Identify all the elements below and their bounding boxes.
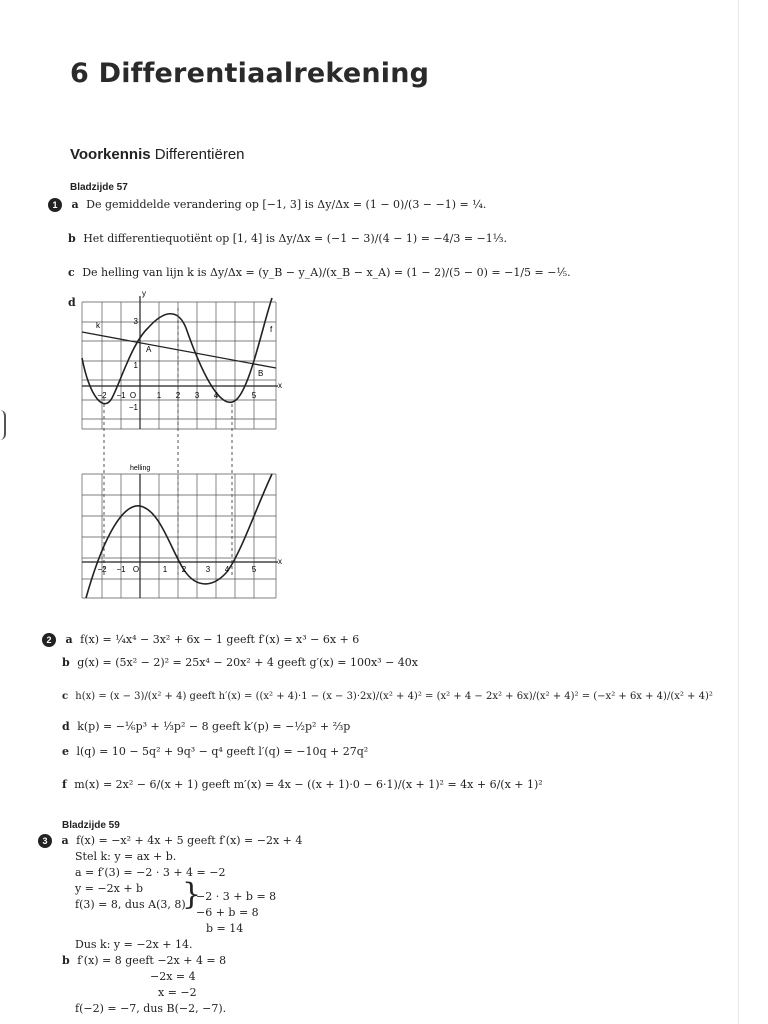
graph1-grid	[82, 302, 276, 429]
exercise-3b	[62, 954, 226, 968]
exercise-2d	[62, 720, 350, 734]
chapter-title: 6 Differentiaalrekening	[70, 58, 430, 89]
ex3-line: Stel k: y = ax + b.	[75, 850, 177, 863]
exercise-1c	[68, 266, 571, 280]
graph1-tick-y-3: 3	[133, 317, 138, 326]
graphs-figure	[60, 288, 290, 600]
exercise-1a	[48, 198, 486, 212]
part-label: d	[62, 720, 70, 733]
exercise-badge: 3	[38, 834, 52, 848]
exercise-1d-label: d	[68, 296, 76, 309]
graph2-tick-x: 5	[251, 565, 257, 574]
graph1-y-label: y	[142, 289, 146, 298]
ex3-line: Dus k: y = −2x + 14.	[75, 938, 193, 951]
ex3-line: −6 + b = 8	[196, 906, 259, 919]
graph1-tick-x: 5	[251, 391, 257, 400]
label-k: k	[96, 321, 100, 330]
exercise-badge: 2	[42, 633, 56, 647]
answer-text: k(p) = −⅙p³ + ⅓p² − 8 geeft k′(p) = −½p² + ⅔p	[77, 720, 351, 733]
binding-mark	[0, 410, 6, 440]
graph1-tick-x: 2	[175, 391, 181, 400]
curve-f	[82, 298, 272, 404]
answer-text: De helling van lijn k is Δy/Δx = (y_B − y_A)/(x_B − x_A) = (1 − 2)/(5 − 0) = −1/5 = −⅕.	[82, 266, 571, 279]
part-label: a	[61, 834, 69, 847]
part-label: b	[62, 656, 70, 669]
graph1-tick-x: O	[129, 391, 137, 400]
ex3-line: y = −2x + b	[75, 882, 144, 895]
part-label: b	[68, 232, 76, 245]
ex3-line: x = −2	[158, 986, 197, 999]
graph2-x-label: x	[278, 557, 282, 566]
graph2-tick-x: O	[132, 565, 140, 574]
label-f: f	[270, 325, 273, 334]
exercise-2a	[42, 633, 359, 647]
line-k	[82, 332, 276, 368]
section-heading	[70, 146, 245, 163]
part-label: f	[62, 778, 67, 791]
exercise-2c	[62, 690, 713, 704]
section-heading-rest: Differentiëren	[150, 146, 245, 163]
part-label: c	[62, 691, 69, 702]
part-label: c	[68, 266, 75, 279]
answer-text: l(q) = 10 − 5q² + 9q³ − q⁴ geeft l′(q) = −10q + 27q²	[76, 745, 369, 758]
exercise-2b	[62, 656, 418, 670]
graph1-tick-x: 4	[213, 391, 219, 400]
page-ref-57: Bladzijde 57	[70, 182, 128, 193]
graph1-tick-x: 1	[156, 391, 162, 400]
exercise-1b	[68, 232, 507, 246]
answer-text: f(x) = ¼x⁴ − 3x² + 6x − 1 geeft f′(x) = x³ − 6x + 6	[80, 633, 360, 646]
graph1-tick-x: 3	[194, 391, 200, 400]
graph2-tick-x: 1	[162, 565, 168, 574]
graph1-tick-y-neg1: −1	[128, 403, 138, 412]
ex3-line: f(−2) = −7, dus B(−2, −7).	[75, 1002, 227, 1015]
ex3-line: f(3) = 8, dus A(3, 8)	[75, 898, 186, 911]
answer-text: g(x) = (5x² − 2)² = 25x⁴ − 20x² + 4 geeft g′(x) = 100x³ − 40x	[77, 656, 419, 669]
graph2-tick-x: 2	[181, 565, 187, 574]
graph1-tick-x: −2	[97, 391, 107, 400]
label-B: B	[258, 369, 264, 378]
label-A: A	[146, 345, 152, 354]
answer-text: f(x) = −x² + 4x + 5 geeft f′(x) = −2x + 4	[76, 834, 303, 847]
graph2-grid	[82, 474, 276, 598]
slope-curve	[86, 474, 272, 598]
ex3-line: a = f′(3) = −2 · 3 + 4 = −2	[75, 866, 226, 879]
answer-text: De gemiddelde verandering op [−1, 3] is Δy/Δx = (1 − 0)/(3 − −1) = ¼.	[86, 198, 487, 211]
graph1-x-label: x	[278, 381, 282, 390]
part-label: b	[62, 954, 70, 967]
ex3-line: b = 14	[206, 922, 244, 935]
graph2-tick-x: 4	[224, 565, 230, 574]
ex3-line: −2 · 3 + b = 8	[196, 890, 277, 903]
graph1-tick-x: −1	[116, 391, 126, 400]
exercise-2f	[62, 778, 543, 792]
part-label: a	[65, 633, 73, 646]
graph2-tick-x: −1	[116, 565, 126, 574]
ex3-line: −2x = 4	[150, 970, 196, 983]
graph2-tick-x: −2	[97, 565, 107, 574]
graph2-tick-x: 3	[205, 565, 211, 574]
answer-text: m(x) = 2x² − 6/(x + 1) geeft m′(x) = 4x − ((x + 1)·0 − 6·1)/(x + 1)² = 4x + 6/(x + 1)²	[74, 778, 543, 791]
exercise-2e	[62, 745, 368, 759]
page-edge-rule	[738, 0, 739, 1024]
exercise-badge: 1	[48, 198, 62, 212]
section-heading-bold: Voorkennis	[70, 146, 151, 163]
exercise-3a	[38, 834, 302, 848]
part-label: a	[71, 198, 79, 211]
answer-text: f′(x) = 8 geeft −2x + 4 = 8	[77, 954, 227, 967]
brace: }	[182, 877, 202, 912]
page-ref-59: Bladzijde 59	[62, 820, 120, 831]
graph2-title: helling	[130, 465, 151, 472]
graph1-tick-y-1: 1	[133, 361, 138, 370]
part-label: e	[62, 745, 69, 758]
answer-text: h(x) = (x − 3)/(x² + 4) geeft h′(x) = ((x² + 4)·1 − (x − 3)·2x)/(x² + 4)² = (x² + 4 − 2x² + 6x)/(x² + 4)² = (−x² + 6x + 4)/(x² + 4)²	[75, 691, 713, 702]
answer-text: Het differentiequotiënt op [1, 4] is Δy/Δx = (−1 − 3)/(4 − 1) = −4/3 = −1⅓.	[83, 232, 507, 245]
